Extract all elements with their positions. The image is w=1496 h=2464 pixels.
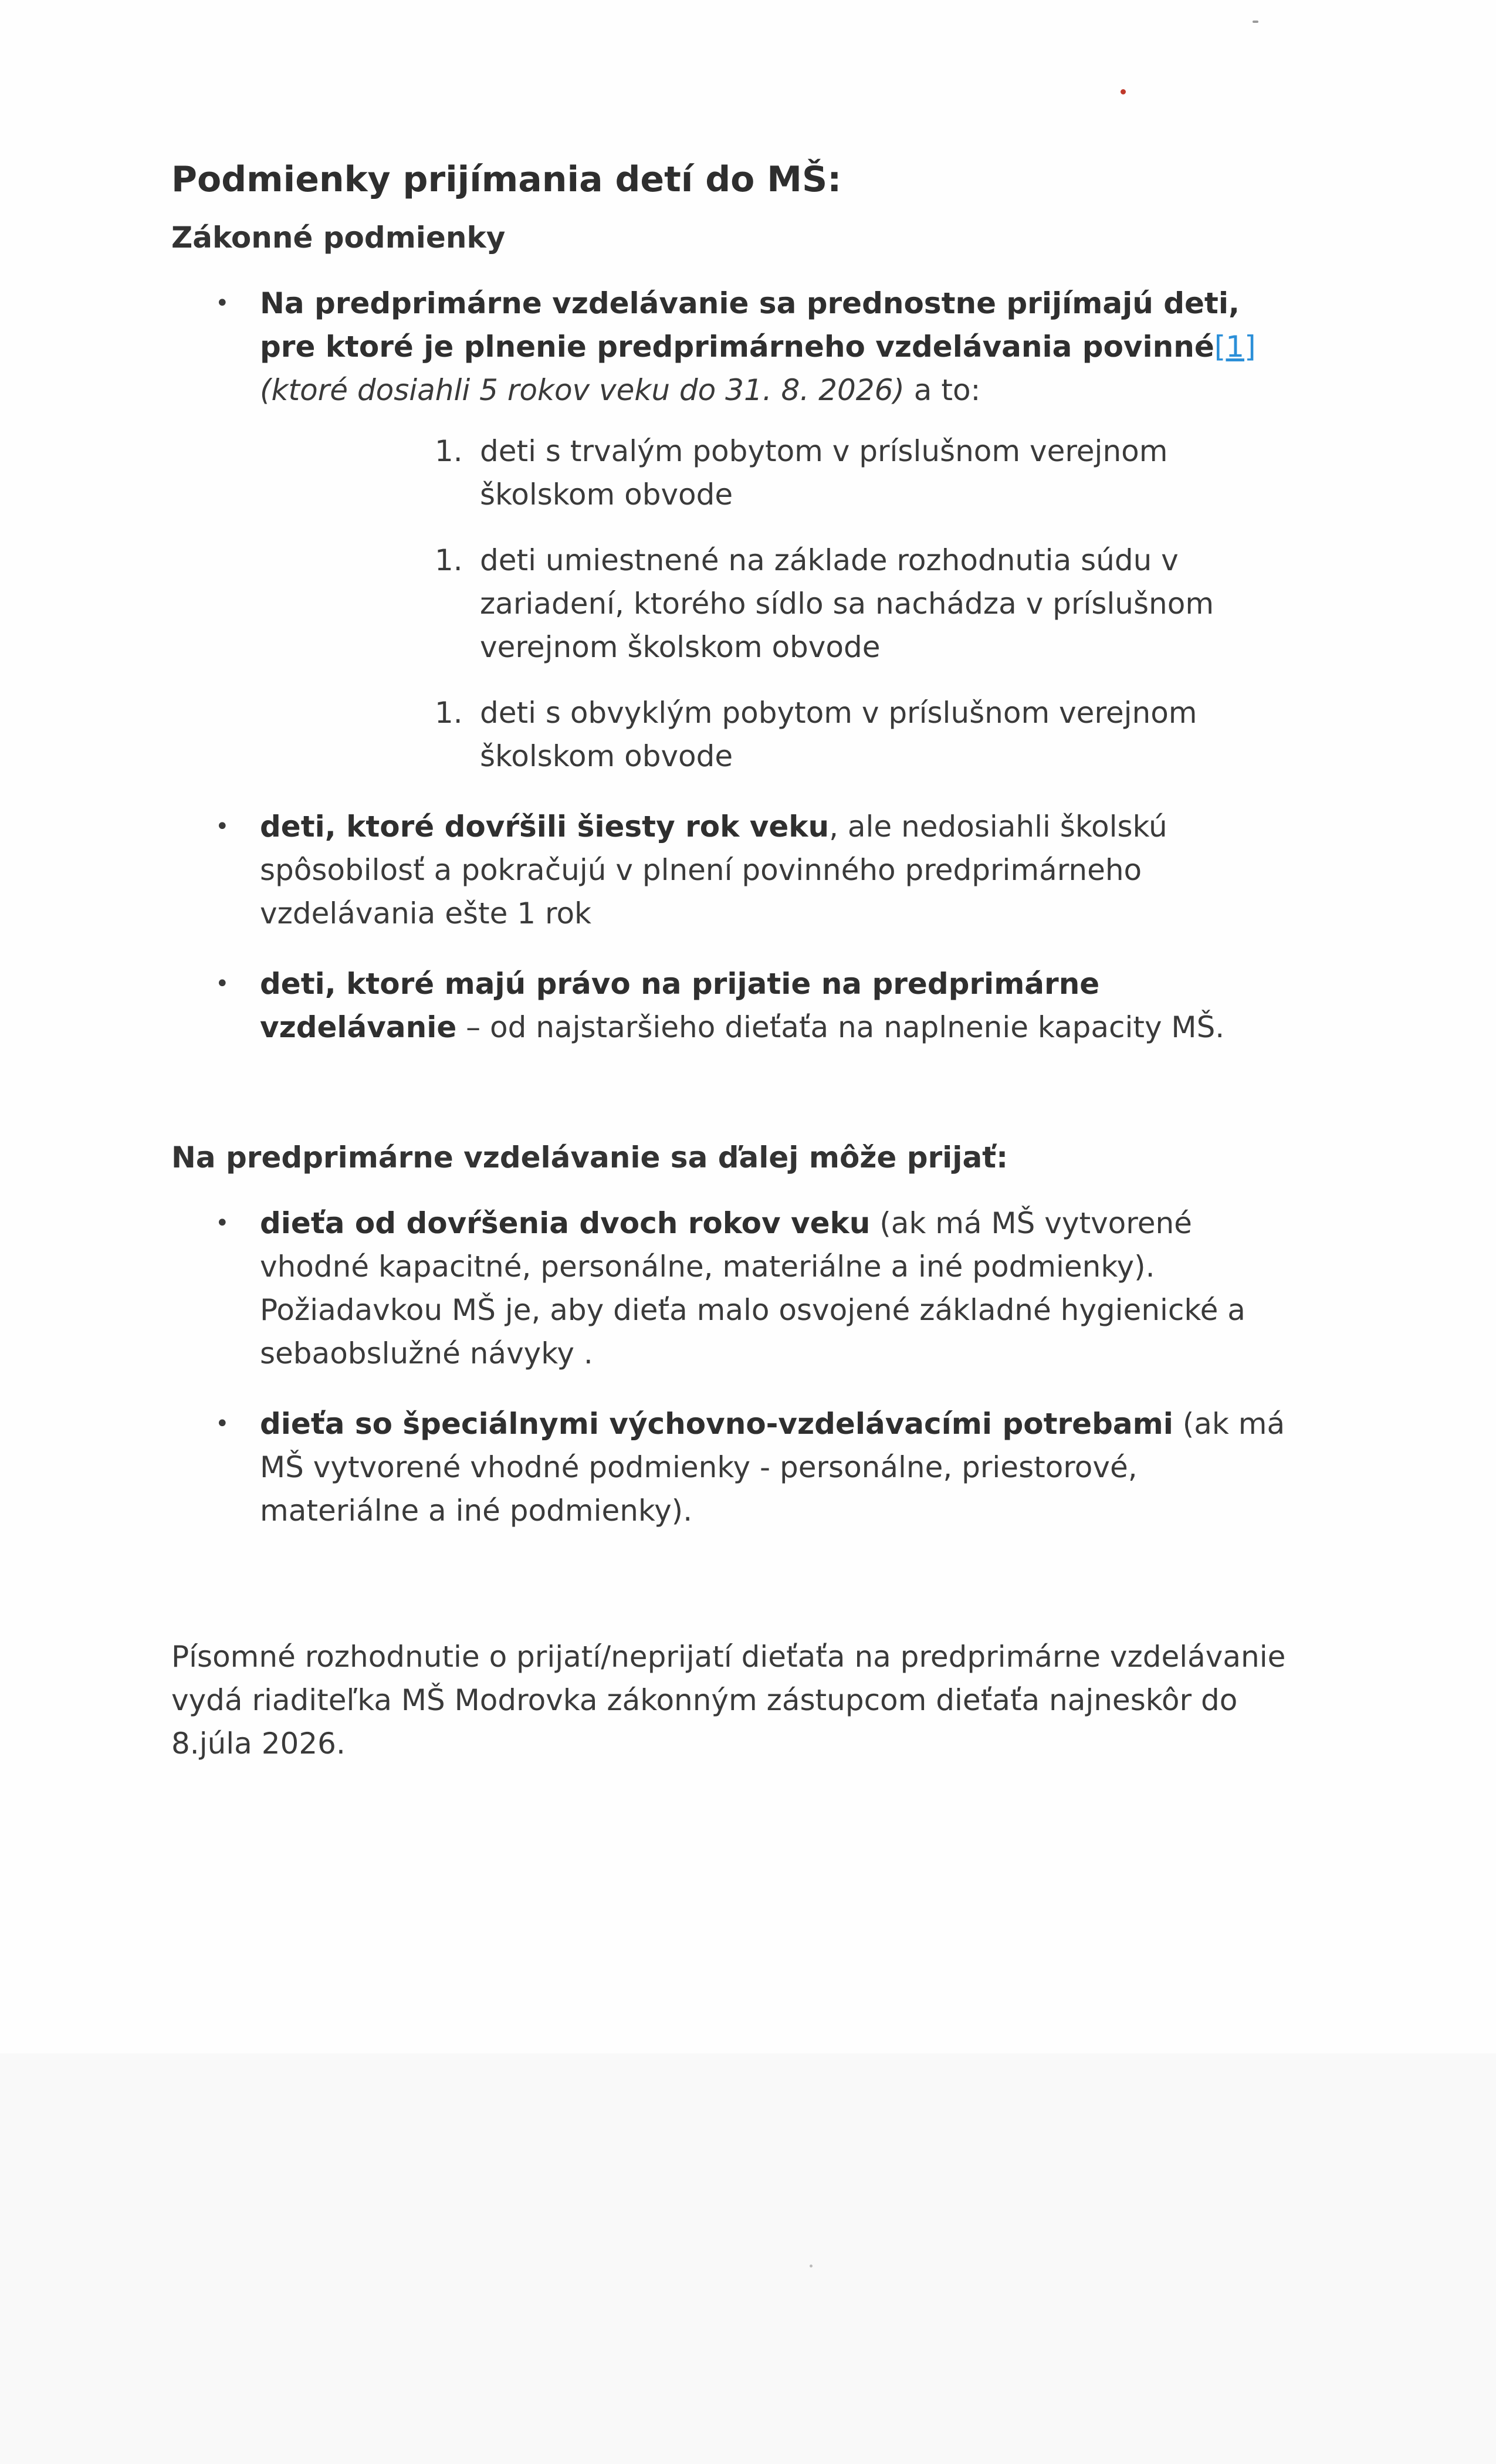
list-item-text: deti s obvyklým pobytom v príslušnom verejnom školskom obvode bbox=[480, 696, 1197, 773]
special-needs-text: (ak má MŠ vytvorené vhodné podmienky - personálne, priestorové, materiálne a iné podmienky). bbox=[260, 1407, 1285, 1528]
school-readiness-text: , ale nedosiahli školskú spôsobilosť a pokračujú v plnení povinného predprimárneho vzdelávania ešte 1 rok bbox=[260, 810, 1167, 930]
scan-speck bbox=[810, 2265, 813, 2267]
list-item-text: deti s trvalým pobytom v príslušnom verejnom školskom obvode bbox=[480, 434, 1168, 512]
right-to-admission-text: – od najstaršieho dieťaťa na naplnenie kapacity MŠ. bbox=[456, 1010, 1225, 1044]
priority-admission-tail: a to: bbox=[904, 373, 981, 407]
two-years-lead: dieťa od dovŕšenia dvoch rokov veku bbox=[260, 1206, 871, 1240]
legal-conditions-list bbox=[171, 282, 1298, 1049]
list-item-number: 1. bbox=[435, 696, 463, 730]
document-body bbox=[171, 158, 1298, 1765]
list-item-special-needs bbox=[171, 1402, 1298, 1532]
special-needs-lead: dieťa so špeciálnymi výchovno-vzdelávacími potrebami bbox=[260, 1407, 1173, 1441]
list-item-two-years bbox=[171, 1201, 1298, 1375]
list-item-number: 1. bbox=[435, 543, 463, 577]
footnote-link[interactable]: [1] bbox=[1214, 330, 1256, 364]
legal-conditions-heading: Zákonné podmienky bbox=[171, 221, 506, 255]
age-condition-note: (ktoré dosiahli 5 rokov veku do 31. 8. 2026) bbox=[260, 373, 905, 407]
list-item bbox=[260, 691, 1298, 778]
scan-speck bbox=[1253, 21, 1258, 23]
two-years-text: (ak má MŠ vytvorené vhodné kapacitné, personálne, materiálne a iné podmienky). Požiadavkou MŠ je, aby dieťa malo osvojené základné hygienické a sebaobslužné návyky . bbox=[260, 1206, 1245, 1370]
residence-criteria-list bbox=[260, 429, 1298, 778]
further-admission-list bbox=[171, 1201, 1298, 1532]
decision-notice-paragraph: Písomné rozhodnutie o prijatí/neprijatí dieťaťa na predprimárne vzdelávanie vydá riaditeľka MŠ Modrovka zákonným zástupcom dieťaťa najneskôr do 8.júla 2026. bbox=[171, 1640, 1286, 1761]
list-item-text: deti umiestnené na základe rozhodnutia súdu v zariadení, ktorého sídlo sa nachádza v príslušnom verejnom školskom obvode bbox=[480, 543, 1214, 664]
page-title: Podmienky prijímania detí do MŠ: bbox=[171, 159, 842, 200]
list-item bbox=[260, 539, 1298, 669]
school-readiness-lead: deti, ktoré dovŕšili šiesty rok veku bbox=[260, 810, 830, 844]
list-item-school-readiness bbox=[171, 805, 1298, 935]
list-item-priority-admission bbox=[171, 282, 1298, 778]
scan-speck-red bbox=[1121, 89, 1126, 94]
priority-admission-lead: Na predprimárne vzdelávanie sa prednostne prijímajú deti, pre ktoré je plnenie predprimárneho vzdelávania povinné bbox=[260, 286, 1240, 364]
further-admission-heading: Na predprimárne vzdelávanie sa ďalej môže prijať: bbox=[171, 1140, 1008, 1175]
right-to-admission-lead: deti, ktoré majú právo na prijatie na predprimárne vzdelávanie bbox=[260, 967, 1100, 1044]
list-item-number: 1. bbox=[435, 434, 463, 468]
scanner-bed-area bbox=[0, 2053, 1496, 2464]
list-item bbox=[260, 429, 1298, 516]
list-item-right-to-admission bbox=[171, 962, 1298, 1049]
